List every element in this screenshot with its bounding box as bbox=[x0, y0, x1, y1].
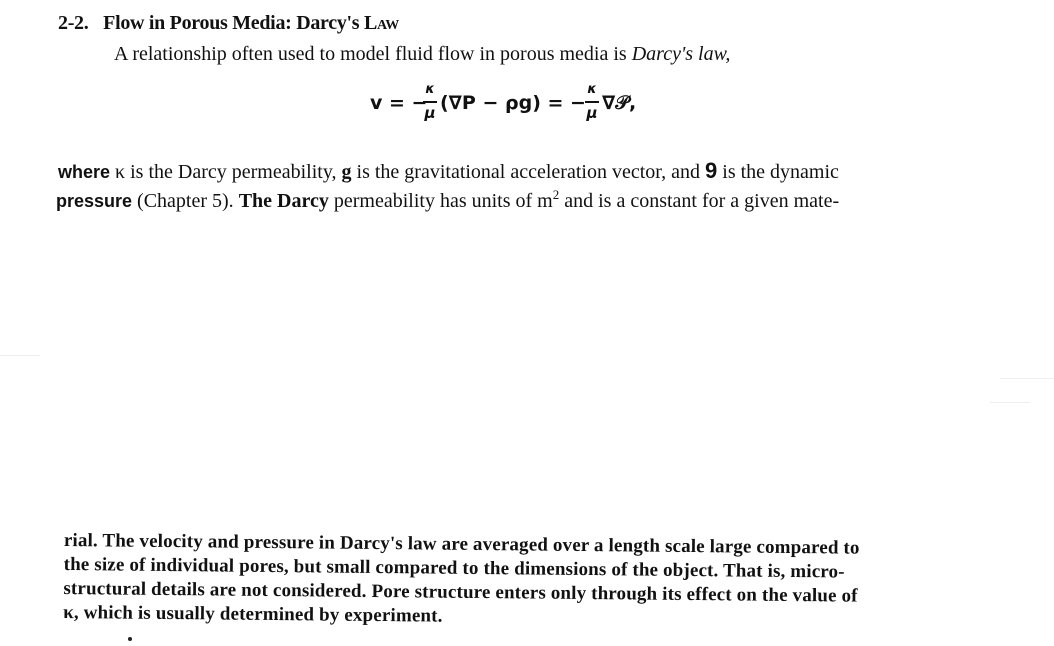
definition-text: is the dynamic bbox=[722, 161, 839, 183]
continuation-paragraph bbox=[63, 530, 984, 627]
continuation-line: κ, which is usually determined by experiment. bbox=[63, 601, 443, 627]
definition-text: and is a constant for a given mate- bbox=[564, 190, 840, 212]
pressure-word: pressure bbox=[56, 191, 133, 211]
equation-lhs: v = − bbox=[370, 92, 428, 114]
fraction-numerator: κ bbox=[587, 82, 597, 97]
fraction-denominator: μ bbox=[586, 104, 598, 122]
where-word: where bbox=[58, 162, 111, 182]
equation-rhs: ∇𝒫, bbox=[602, 92, 637, 114]
fraction-numerator: κ bbox=[425, 82, 435, 97]
intro-emphasis: Darcy's law, bbox=[631, 43, 731, 65]
section-title: Flow in Porous Media: Darcy's bbox=[103, 12, 360, 34]
section-number: 2-2. bbox=[58, 12, 89, 34]
the-darcy-words: The Darcy bbox=[238, 190, 329, 212]
equation-middle: (∇P − ρg) = − bbox=[440, 92, 586, 114]
definition-line-1 bbox=[58, 160, 839, 182]
definition-text: κ is the Darcy permeability, bbox=[115, 161, 337, 183]
scan-speck bbox=[128, 637, 132, 641]
intro-sentence bbox=[114, 44, 730, 64]
definition-text: (Chapter 5). bbox=[137, 190, 234, 212]
continuation-line: rial. The velocity and pressure in Darcy's law are averaged over a length scale large compared to bbox=[63, 530, 860, 559]
fraction-denominator: μ bbox=[424, 104, 436, 122]
section-heading bbox=[58, 12, 399, 35]
continuation-line: the size of individual pores, but small compared to the dimensions of the object. That is, micro- bbox=[63, 553, 845, 583]
section-title-law: Law bbox=[363, 12, 399, 34]
intro-text: A relationship often used to model fluid flow in porous media is bbox=[114, 43, 627, 65]
definition-text: permeability has units of m bbox=[333, 190, 553, 212]
fraction-bar bbox=[423, 101, 437, 103]
fraction-bar bbox=[585, 101, 599, 103]
definition-line-2 bbox=[56, 188, 839, 211]
scan-smudge bbox=[0, 355, 40, 356]
dynamic-pressure-symbol: 9 bbox=[705, 158, 718, 183]
units-superscript: 2 bbox=[552, 187, 560, 202]
definition-text: is the gravitational acceleration vector, and bbox=[356, 161, 701, 183]
g-vector: g bbox=[341, 161, 352, 183]
scan-smudge bbox=[1000, 378, 1054, 379]
continuation-line: structural details are not considered. Pore structure enters only through its effect on the value of bbox=[63, 577, 858, 607]
scan-smudge bbox=[990, 402, 1030, 403]
